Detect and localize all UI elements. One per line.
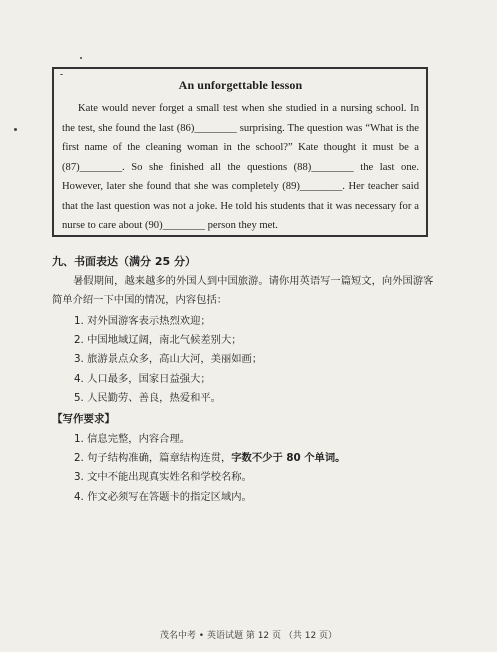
writing-section [52, 253, 442, 507]
requirement-item [74, 449, 442, 468]
content-point: 5. 人民勤劳、善良，热爱和平。 [74, 391, 221, 404]
word-count-requirement: 字数不少于 80 个单词。 [231, 452, 346, 465]
requirement-item: 4. 作文必须写在答题卡的指定区域内。 [74, 490, 252, 503]
requirements-heading: 【写作要求】 [52, 413, 115, 426]
scan-speck [14, 128, 17, 131]
section-heading: 九、书面表达（满分 25 分） [52, 255, 196, 268]
content-point: 4. 人口最多，国家日益强大； [74, 372, 211, 385]
passage-text: Kate would never forget a small test when she studied in a nursing school. In the test, she found the last (86)________ surprising. The question was “What is the first name of the cleaning woman in the school?” Kate thought it must be a (87)________. So she finished all the questions (88)________ the last one. However, later she found that she was completely (89)________. Her teacher said that the last question was not a joke. He told his students that it was necessary for a nurse to care about (90)________ person they met. [62, 103, 419, 231]
requirement-item: 1. 信息完整，内容合理。 [74, 433, 191, 446]
content-point: 3. 旅游景点众多，高山大河，美丽如画； [74, 353, 263, 366]
page-footer: 茂名中考 • 英语试题 第 12 页 （共 12 页） [159, 631, 338, 641]
content-point: 1. 对外国游客表示热烈欢迎； [74, 315, 211, 327]
content-points [52, 312, 442, 408]
passage-title: An unforgettable lesson [178, 78, 303, 92]
requirement-item: 3. 文中不能出现真实姓名和学校名称。 [74, 471, 252, 484]
content-point: 2. 中国地域辽阔，南北气候差别大； [74, 334, 242, 347]
requirements-list [52, 430, 442, 507]
cloze-passage-box [52, 67, 428, 237]
requirement-text: 2. 句子结构准确，篇章结构连贯， [74, 452, 232, 465]
writing-prompt: 暑假期间，越来越多的外国人到中国旅游。请你用英语写一篇短文，向外国游客简单介绍一下中国的情况，内容包括： [52, 275, 434, 306]
scan-speck [80, 57, 82, 59]
